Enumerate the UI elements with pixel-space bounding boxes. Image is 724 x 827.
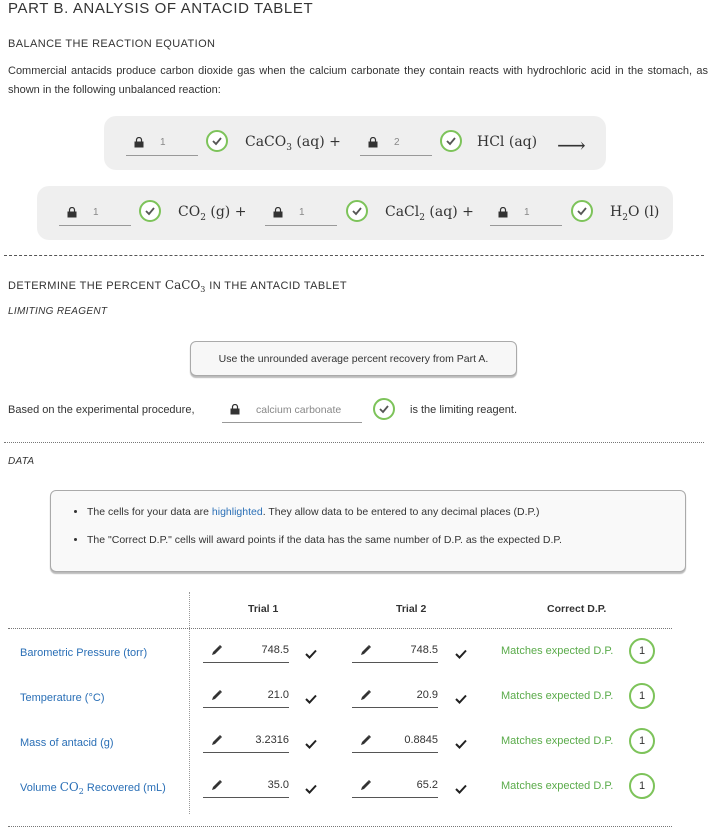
lock-icon (273, 207, 283, 218)
lock-icon (67, 207, 77, 218)
pencil-icon (360, 778, 372, 796)
formula-h2o: $H_2O$ (l) (610, 204, 660, 223)
trial1-input[interactable] (203, 640, 289, 663)
hint-button[interactable]: Use the unrounded average percent recovery from Part A. (190, 341, 517, 376)
correct-check-icon (571, 200, 593, 222)
column-header-correct-dp: Correct D.P. (547, 603, 607, 615)
row-label: Mass of antacid (g) (20, 737, 114, 749)
coefficient-field-h2o (490, 203, 562, 226)
checkmark-icon (305, 691, 317, 709)
checkmark-icon (305, 781, 317, 799)
limiting-reagent-subheading: LIMITING REAGENT (8, 306, 108, 317)
page-title: PART B. ANALYSIS OF ANTACID TABLET (8, 0, 314, 17)
coefficient-value: 1 (524, 207, 530, 218)
trial2-value: 0.8845 (404, 734, 438, 746)
trial1-input[interactable] (203, 685, 289, 708)
section-divider (4, 442, 704, 443)
coefficient-value: 1 (160, 137, 166, 148)
reaction-arrow-icon: ⟶ (557, 133, 586, 157)
data-subheading: DATA (8, 456, 35, 467)
section-divider (4, 255, 704, 256)
checkmark-icon (455, 646, 467, 664)
coefficient-field-cacl2 (265, 203, 337, 226)
trial2-value: 65.2 (416, 779, 438, 791)
dp-status: Matches expected D.P. (501, 690, 614, 702)
trial1-value: 3.2316 (255, 734, 289, 746)
checkmark-icon (305, 646, 317, 664)
percent-heading: DETERMINE THE PERCENT CaCO$_3$ IN THE ANTACID TABLET (8, 278, 348, 295)
dp-status: Matches expected D.P. (501, 645, 614, 657)
score-badge: 1 (629, 683, 655, 709)
pencil-icon (211, 733, 223, 751)
balance-heading: BALANCE THE REACTION EQUATION (8, 38, 216, 50)
limiting-sentence-end: is the limiting reagent. (410, 404, 517, 416)
lock-icon (368, 137, 378, 148)
trial2-input[interactable] (352, 640, 438, 663)
trial2-input[interactable] (352, 685, 438, 708)
formula-co2: $CO_2$ (g) + (178, 204, 247, 223)
trial1-value: 21.0 (267, 689, 289, 701)
dp-status: Matches expected D.P. (501, 735, 614, 747)
checkmark-icon (455, 781, 467, 799)
coefficient-field-co2 (59, 203, 131, 226)
highlighted-link: highlighted (211, 506, 263, 518)
limiting-sentence-start: Based on the experimental procedure, (8, 404, 195, 416)
trial1-value: 35.0 (267, 779, 289, 791)
column-header-trial1: Trial 1 (248, 603, 279, 615)
coefficient-field-hcl (360, 133, 432, 156)
table-header-divider (8, 628, 672, 629)
balance-description: Commercial antacids produce carbon dioxide gas when the calcium carbonate they contain reacts with hydrochloric acid in the stomach, as shown in the following unbalanced reaction: (8, 65, 708, 96)
pencil-icon (360, 688, 372, 706)
pencil-icon (360, 643, 372, 661)
checkmark-icon (455, 736, 467, 754)
formula-cacl2: CaCl$_2$ (aq) + (385, 204, 474, 223)
coefficient-field-caco3 (126, 133, 198, 156)
correct-check-icon (373, 398, 395, 420)
column-header-trial2: Trial 2 (396, 603, 427, 615)
row-label: Volume $CO_2$ Recovered (mL) (20, 780, 166, 797)
trial2-value: 20.9 (416, 689, 438, 701)
coefficient-value: 1 (299, 207, 305, 218)
pencil-icon (360, 733, 372, 751)
score-badge: 1 (629, 728, 655, 754)
lock-icon (134, 137, 144, 148)
trial2-value: 748.5 (410, 644, 438, 656)
formula-hcl: HCl (aq) (477, 134, 538, 150)
lock-icon (230, 404, 240, 415)
trial2-input[interactable] (352, 775, 438, 798)
lock-icon (498, 207, 508, 218)
correct-check-icon (206, 130, 228, 152)
trial2-input[interactable] (352, 730, 438, 753)
score-badge: 1 (629, 638, 655, 664)
correct-check-icon (440, 130, 462, 152)
limiting-reagent-value: calcium carbonate (256, 404, 342, 416)
score-badge: 1 (629, 773, 655, 799)
trial1-input[interactable] (203, 730, 289, 753)
pencil-icon (211, 778, 223, 796)
coefficient-value: 1 (93, 207, 99, 218)
instruction-item: • The cells for your data are highlighted. They allow data to be entered to any decimal places (D.P.) (87, 505, 685, 519)
pencil-icon (211, 643, 223, 661)
row-label: Temperature (°C) (20, 692, 105, 704)
trial1-input[interactable] (203, 775, 289, 798)
correct-check-icon (139, 200, 161, 222)
table-column-divider (189, 592, 190, 814)
dp-status: Matches expected D.P. (501, 780, 614, 792)
formula-caco3: CaCO$_3$ (aq) + (245, 134, 341, 153)
data-instructions-box (50, 490, 686, 572)
trial1-value: 748.5 (261, 644, 289, 656)
checkmark-icon (305, 736, 317, 754)
row-label: Barometric Pressure (torr) (20, 647, 148, 659)
coefficient-value: 2 (394, 137, 400, 148)
pencil-icon (211, 688, 223, 706)
checkmark-icon (455, 691, 467, 709)
limiting-reagent-field (222, 400, 362, 423)
instruction-item: • The "Correct D.P." cells will award points if the data has the same number of D.P. as the expected D.P. (87, 533, 685, 547)
correct-check-icon (346, 200, 368, 222)
